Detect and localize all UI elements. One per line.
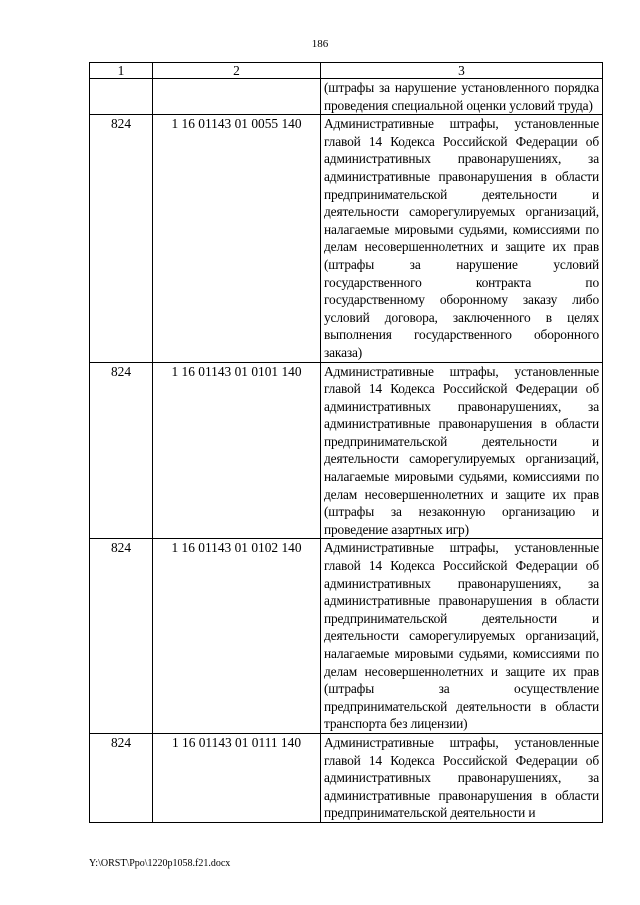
description-cell: Административные штрафы, установленные главой 14 Кодекса Российской Федерации об административных правонарушениях, за административные правонарушения в области предпринимательской деятельности и (321, 733, 603, 822)
revenue-code-cell: 1 16 01143 01 0101 140 (153, 362, 321, 539)
admin-code-cell: 824 (90, 539, 153, 734)
table-row (90, 79, 603, 115)
description-cell: (штрафы за нарушение установленного порядка проведения специальной оценки условий труда) (321, 79, 603, 115)
description-cell: Административные штрафы, установленные главой 14 Кодекса Российской Федерации об административных правонарушениях, за административные правонарушения в области предпринимательской деятельности и деятельности саморегулируемых организаций, налагаемые мировыми судьями, комиссиями по делам несовершеннолетних и защите их прав (штрафы за нарушение условий государственного контракта по государственному оборонному заказу либо условий договора, заключенного в целях выполнения государственного оборонного заказа) (321, 115, 603, 362)
page-number: 186 (311, 38, 329, 50)
column-header-3: 3 (321, 63, 603, 79)
table-row (90, 362, 603, 539)
admin-code-cell: 824 (90, 733, 153, 822)
column-header-2: 2 (153, 63, 321, 79)
revenue-code-cell: 1 16 01143 01 0111 140 (153, 733, 321, 822)
table-row (90, 115, 603, 362)
revenue-code-cell: 1 16 01143 01 0055 140 (153, 115, 321, 362)
budget-classification-table (89, 62, 603, 823)
table-header-row (90, 63, 603, 79)
description-cell: Административные штрафы, установленные главой 14 Кодекса Российской Федерации об административных правонарушениях, за административные правонарушения в области предпринимательской деятельности и деятельности саморегулируемых организаций, налагаемые мировыми судьями, комиссиями по делам несовершеннолетних и защите их прав (штрафы за незаконную организацию и проведение азартных игр) (321, 362, 603, 539)
admin-code-cell (90, 79, 153, 115)
column-header-1: 1 (90, 63, 153, 79)
table-row (90, 733, 603, 822)
admin-code-cell: 824 (90, 362, 153, 539)
table-row (90, 539, 603, 734)
footer-file-path: Y:\ORST\Ppo\1220p1058.f21.docx (89, 858, 231, 869)
revenue-code-cell (153, 79, 321, 115)
revenue-code-cell: 1 16 01143 01 0102 140 (153, 539, 321, 734)
admin-code-cell: 824 (90, 115, 153, 362)
description-cell: Административные штрафы, установленные главой 14 Кодекса Российской Федерации об административных правонарушениях, за административные правонарушения в области предпринимательской деятельности и деятельности саморегулируемых организаций, налагаемые мировыми судьями, комиссиями по делам несовершеннолетних и защите их прав (штрафы за осуществление предпринимательской деятельности в области транспорта без лицензии) (321, 539, 603, 734)
